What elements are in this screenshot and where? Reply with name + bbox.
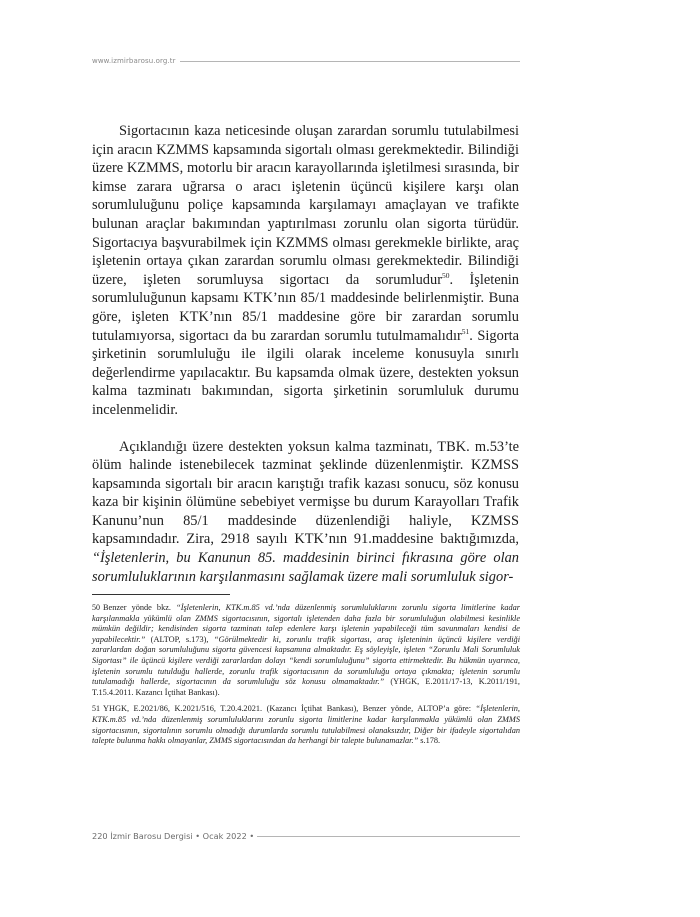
- paragraph-text: . İşletenin sorumluluğunun kapsamı KTK’nın 85/1 maddesinde belirlenmiştir. Buna göre, işleten KTK’nın 85/1 maddesine göre bir zarardan sorumlu tutulamıyorsa, sigortacı da bu zarardan sorumlu tutulmamalıdır: [92, 271, 520, 344]
- paragraph-1: [92, 122, 519, 420]
- footnote-50: [92, 603, 520, 698]
- footnote-text: s.178.: [418, 736, 441, 746]
- footnote-51: [92, 704, 520, 746]
- quoted-statute-text: “İşletenlerin, bu Kanunun 85. maddesinin birinci fıkrasına göre olan sorumluluklarının karşılanmasını sağlamak üzere mali sorumluluk sigor-: [92, 550, 519, 585]
- footnote-number: 50: [92, 603, 100, 612]
- footnote-ref-51[interactable]: 51: [461, 326, 470, 336]
- footnote-quote: “İşletenlerin, KTK.m.85 vd.’nda düzenlenmiş sorumluluklarını zorunlu sigorta limitlerine kadar karşılanmakla yükümlü olan ZMMS sigortacısının, sigortalı işletenden daha fazla bir sorumluluğun olabilmesi kesinlikle mümkün değildir; kendisinden sigorta tazminatı talep edenlere karşı işletenin yapabileceği tüm savunmaları kendisi de yapabilecektir.”: [92, 603, 521, 644]
- header-rule: [180, 61, 520, 62]
- footnote-text: (ALTOP, s.173),: [145, 634, 214, 644]
- footnotes: [92, 603, 520, 753]
- footnote-number: 51: [92, 704, 100, 714]
- footnote-text: (YHGK, E.2011/17-13, K.2011/191, T.15.4.2011. Kazancı İçtihat Bankası).: [92, 677, 520, 697]
- footer-text: 220 İzmir Barosu Dergisi • Ocak 2022 •: [92, 831, 255, 841]
- footnote-text: Benzer yönde bkz.: [103, 603, 177, 612]
- paragraph-text: Sigortacının kaza neticesinde oluşan zarardan sorumlu tutulabilmesi için aracın KZMMS kapsamında sigortalı olması gerekmektedir. Bilindiği üzere KZMMS, motorlu bir aracın karayollarında işletilmesi sırasında, bir kimse zarara uğrarsa o aracı işletenin üçüncü kişilere karşı olan sorumluluğunu poliçe kapsamında karşılamayı amaçlayan ve trafikte bulunan araçlar bakımından yaptırılması zorunlu olan sigorta türüdür. Sigortacıya başvurabilmek için KZMMS olması gerekmekle birlikte, araç işletenin ortaya çıkan zarardan sorumlu olması gerekmektedir. Bilindiği üzere, işleten sorumluysa sigortacı da sorumludur: [92, 123, 519, 288]
- paragraph-text: Açıklandığı üzere destekten yoksun kalma tazminatı, TBK. m.53’te ölüm halinde istenebilecek tazminat şeklinde düzenlenmiştir. KZMSS kapsamında sigortalı bir aracın karıştığı trafik kazası sonucu, söz konusu kaza bir kişinin ölümüne sebebiyet vermişse bu durum Karayolları Trafik Kanunu’nun 85/1 maddesinde düzenlendiği haliyle, KZMSS kapsamındadır. Zira, 2918 sayılı KTK’nın 91.maddesine baktığımızda,: [92, 438, 519, 548]
- paragraph-text: . Sigorta şirketinin sorumluluğu ile ilgili olarak inceleme konusuyla sınırlı değerlendirme yapılacaktır. Bu kapsamda olmak üzere, destekten yoksun kalma tazminatı bakımından, sigorta şirketinin sorumluluk durumu incelenmelidir.: [92, 327, 519, 418]
- header-url: www.izmirbarosu.org.tr: [92, 57, 176, 65]
- footnote-quote: “Görülmektedir ki, zorunlu trafik sigortası, araç işleteninin üçüncü kişilere verdiği zararlardan doğan sorumluluğunu sigorta güvencesi kapsamına almaktadır. Eş söyleyişle, işleten “Zorunlu Mali Sorumluluk Sigortası” ile üçüncü kişilere verdiği zararlardan dolayı “kendi sorumluluğunu” sigorta ettirmektedir. Bu hükmün uyarınca, işletenin sorumlu tutulduğu hallerde, zorunlu trafik sigortacısının da sorumluluğu ortaya çıkmakta; işletenin sorumlu tutulamadığı hallerde, sigortacının da sorumluluğu söz konusu olmamaktadır.”: [92, 634, 520, 687]
- footnote-separator: [92, 594, 230, 595]
- page-header: [92, 54, 520, 68]
- footer-rule: [257, 836, 520, 837]
- paragraph-2: [92, 438, 519, 587]
- footnote-quote: “İşletenlerin, KTK.m.85 vd.’nda düzenlenmiş sorumluluklarını zorunlu sigorta limitlerine kadar karşılanmakla yükümlü olan ZMMS sigortacısının, sigortalının sorumlu olmadığı durumlarda sorumlu tutulabilmesi olanaksızdır, Diğer bir ifadeyle sigortalıdan talepte bulunma hakkı olmayanlar, ZMMS sigortacısından da herhangi bir talepte bulunamazlar.”: [92, 704, 520, 746]
- footnote-text: YHGK, E.2021/86, K.2021/516, T.20.4.2021. (Kazancı İçtihat Bankası), Benzer yönde, ALTOP’a göre:: [103, 704, 476, 714]
- footnote-ref-50[interactable]: 50: [441, 270, 450, 280]
- page-footer: [92, 830, 520, 842]
- body-text: [92, 122, 519, 586]
